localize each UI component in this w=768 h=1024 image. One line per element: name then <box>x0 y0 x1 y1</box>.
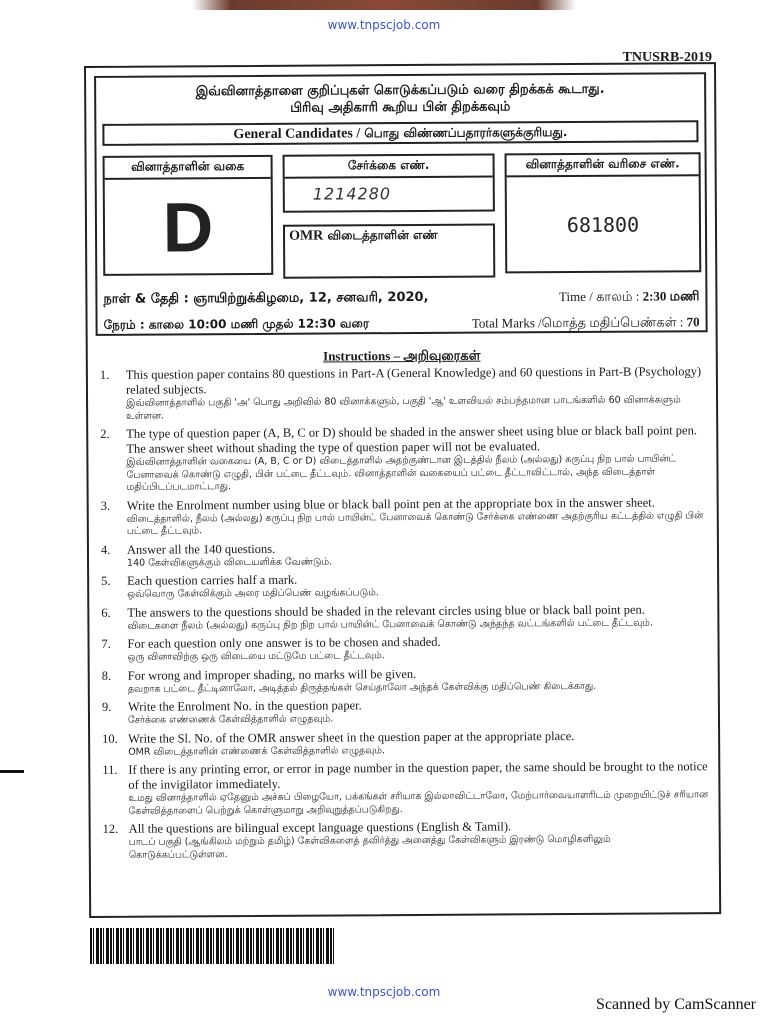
serial-number-value: 681800 <box>566 212 640 238</box>
instruction-number: 10. <box>102 731 118 746</box>
instruction-english: For wrong and improper shading, no marks will be given. <box>127 666 417 683</box>
header-panel <box>94 72 708 336</box>
instruction-english: Write the Enrolment number using blue or black ball point pen at the appropriate box in the answer sheet. <box>126 495 655 513</box>
total-marks <box>472 314 700 332</box>
instruction-number: 7. <box>101 636 111 651</box>
instruction-english: Write the Sl. No. of the OMR answer sheet in the question paper at the appropriate place. <box>128 728 575 746</box>
serial-number-label: வினாத்தாளின் வரிசை எண். <box>507 154 699 177</box>
slot-label: நேரம் : <box>103 317 145 332</box>
instruction-tamil: உமது வினாத்தாளில் ஏதேனும் அச்சுப் பிழையோ, பக்கங்கள் சரியாக இல்லாவிட்டாலோ, மேற்பார்வையாளரிடம் முறையிட்டுச் சரியான கேள்வித்தாளைப் பெற்றுக் கொள்ளுமாறு அறிவுறுத்தப்படுகிறது. <box>128 789 709 817</box>
instruction-item <box>99 602 707 633</box>
instruction-item <box>99 495 707 539</box>
instruction-number: 3. <box>100 498 111 513</box>
instruction-tamil: இவ்வினாத்தாளில் பகுதி 'அ' பொது அறிவில் 80 வினாக்களும், பகுதி 'ஆ' உளவியல் சம்பந்தமான பாடங்களில் 60 வினாக்களும் உள்ளன. <box>126 394 681 422</box>
category-tamil: பொது விண்ணப்பதாரர்களுக்குரியது. <box>364 125 568 141</box>
instruction-english: If there is any printing error, or error in page number in the question paper, the same should be brought to the notice of the invigilator immediately. <box>128 759 708 792</box>
date-value: ஞாயிற்றுக்கிழமை, 12, சனவரி, 2020, <box>193 289 429 307</box>
instruction-item <box>98 364 706 423</box>
instruction-english: The answers to the questions should be shaded in the relevant circles using blue or black ball point pen. <box>127 602 645 620</box>
instruction-english: Write the Enrolment No. in the question paper. <box>127 698 362 714</box>
site-url-top[interactable]: www.tnpscjob.com <box>327 18 441 32</box>
exam-time-slot <box>104 316 370 334</box>
instruction-number: 2. <box>100 426 110 441</box>
slot-value: காலை 10:00 மணி முதல் 12:30 வரை <box>148 316 370 332</box>
scan-edge-mark <box>0 770 24 773</box>
instruction-number: 6. <box>101 605 111 620</box>
instruction-number: 11. <box>102 762 118 777</box>
instruction-item <box>100 728 708 759</box>
instruction-tamil: 140 கேள்விகளுக்கும் விடையளிக்க வேண்டும். <box>127 555 333 569</box>
instruction-item <box>100 696 708 727</box>
exam-code: TNUSRB-2019 <box>622 50 712 65</box>
instruction-item <box>99 633 707 664</box>
question-paper-sheet <box>84 62 721 918</box>
instruction-number: 12. <box>102 821 119 836</box>
instruction-tamil: தவறாக பட்டை தீட்டினாலோ, அடித்தல் திருத்தங்கள் செய்தாலோ அந்தக் கேள்விக்கு மதிப்பெண் கிடைக்காது. <box>127 680 597 695</box>
serial-number-box <box>505 152 702 273</box>
warning-line-2: பிரிவு அதிகாரி கூறிய பின் திறக்கவும் <box>290 99 511 116</box>
page-top-edge <box>0 0 768 10</box>
enrolment-box <box>283 153 495 212</box>
instruction-english: The type of question paper (A, B, C or D) should be shaded in the answer sheet using blue or black ball point pen. The answer sheet without shading the type of question paper will not be evaluated. <box>126 423 697 456</box>
time-label: Time / காலம் : <box>558 288 640 305</box>
omr-label-en: OMR <box>288 228 324 244</box>
barcode <box>90 928 334 964</box>
instruction-tamil: சேர்க்கை எண்ணைக் கேள்வித்தாளில் எழுதவும். <box>127 713 334 726</box>
instruction-tamil: இவ்வினாத்தாளின் வகையை (A, B, C or D) விடைத்தாளில் அதற்குண்டான இடத்தில் நீலம் (அல்லது) கருப்பு நிற பால் பாயின்ட் பேனாவைக் கொண்டு எழுதி, பின் பட்டை தீட்டவும். வினாத்தாளின் வகையைப் பட்டை தீட்டாவிட்டால், அந்த விடைத்தாள் மதிப்பிடப்படமாட்டாது. <box>126 453 677 493</box>
instruction-item <box>98 423 706 494</box>
time-value: 2:30 மணி <box>642 288 700 304</box>
instruction-english: All the questions are bilingual except language questions (English & Tamil). <box>128 819 512 836</box>
instruction-tamil: ஒவ்வொரு கேள்விக்கும் அரை மதிப்பெண் வழங்கப்படும். <box>127 587 379 600</box>
paper-type-box <box>103 155 274 276</box>
opening-warning <box>96 80 704 118</box>
paper-type-value: D <box>162 188 214 267</box>
instruction-number: 5. <box>101 573 111 588</box>
instruction-english: This question paper contains 80 questions in Part-A (General Knowledge) and 60 questions in Part-B (Psychology) related subjects. <box>125 364 702 397</box>
site-url-bottom[interactable]: www.tnpscjob.com <box>327 985 441 999</box>
instructions-title: Instructions – அறிவுரைகள் <box>323 347 481 364</box>
instruction-tamil: OMR விடைத்தாளின் எண்ணைக் கேள்வித்தாளில் எழுதவும். <box>128 744 386 758</box>
instruction-item <box>100 665 708 696</box>
paper-type-label: வினாத்தாளின் வகை <box>105 157 271 180</box>
omr-number-box <box>283 223 495 278</box>
instruction-item <box>100 759 708 818</box>
instruction-tamil: ஒரு வினாவிற்கு ஒரு விடையை மட்டுமே பட்டை தீட்டவும். <box>127 650 385 663</box>
instruction-number: 9. <box>101 699 112 714</box>
instruction-item <box>99 570 707 601</box>
exam-duration <box>559 288 700 306</box>
instruction-item <box>101 818 709 862</box>
instruction-tamil: விடைத்தாளில், நீலம் (அல்லது) கருப்பு நிற பால் பாயின்ட் பேனாவைக் கொண்டு சேர்க்கை எண்ணை அதற்குரிய கட்டத்தில் எழுதி பின் பட்டை தீட்டவும். <box>126 509 704 537</box>
instruction-tamil: பாடப் பகுதி (ஆங்கிலம் மற்றும் தமிழ்) கேள்விகளைத் தவிர்த்து அனைத்து கேள்விகளும் இரண்டு மொழிகளிலும் கொடுக்கப்பட்டுள்ளன. <box>128 833 611 861</box>
exam-date <box>103 290 428 308</box>
instructions-list <box>98 364 709 866</box>
candidate-category-box <box>102 120 698 146</box>
instruction-english: Each question carries half a mark. <box>127 572 298 588</box>
instruction-number: 8. <box>101 668 112 683</box>
instruction-item <box>99 539 707 570</box>
omr-label-ta: விடைத்தாளின் எண் <box>327 227 438 243</box>
omr-label <box>285 226 493 246</box>
scanner-watermark: Scanned by CamScanner <box>596 996 756 1013</box>
marks-value: 70 <box>686 314 700 330</box>
category-english: General Candidates / <box>233 126 361 143</box>
date-label: நாள் & தேதி : <box>103 291 189 307</box>
marks-label: Total Marks /மொத்த மதிப்பெண்கள் : <box>471 314 684 331</box>
warning-line-1: இவ்வினாத்தாளை குறிப்புகள் கொடுக்கப்படும் வரை திறக்கக் கூடாது. <box>195 81 605 100</box>
instruction-tamil: விடைகளை நீலம் (அல்லது) கருப்பு நிற நிற பால் பாயின்ட் பேனாவைக் கொண்டு அந்தந்த வட்டங்களில் பட்டை தீட்டவும். <box>127 617 653 632</box>
instruction-english: For each question only one answer is to be chosen and shaded. <box>127 634 441 651</box>
enrolment-label: சேர்க்கை எண். <box>285 156 493 179</box>
instruction-english: Answer all the 140 questions. <box>126 541 276 557</box>
instruction-number: 4. <box>100 542 111 557</box>
instruction-number: 1. <box>99 367 110 382</box>
enrolment-handwritten-value: 1214280 <box>312 184 392 204</box>
